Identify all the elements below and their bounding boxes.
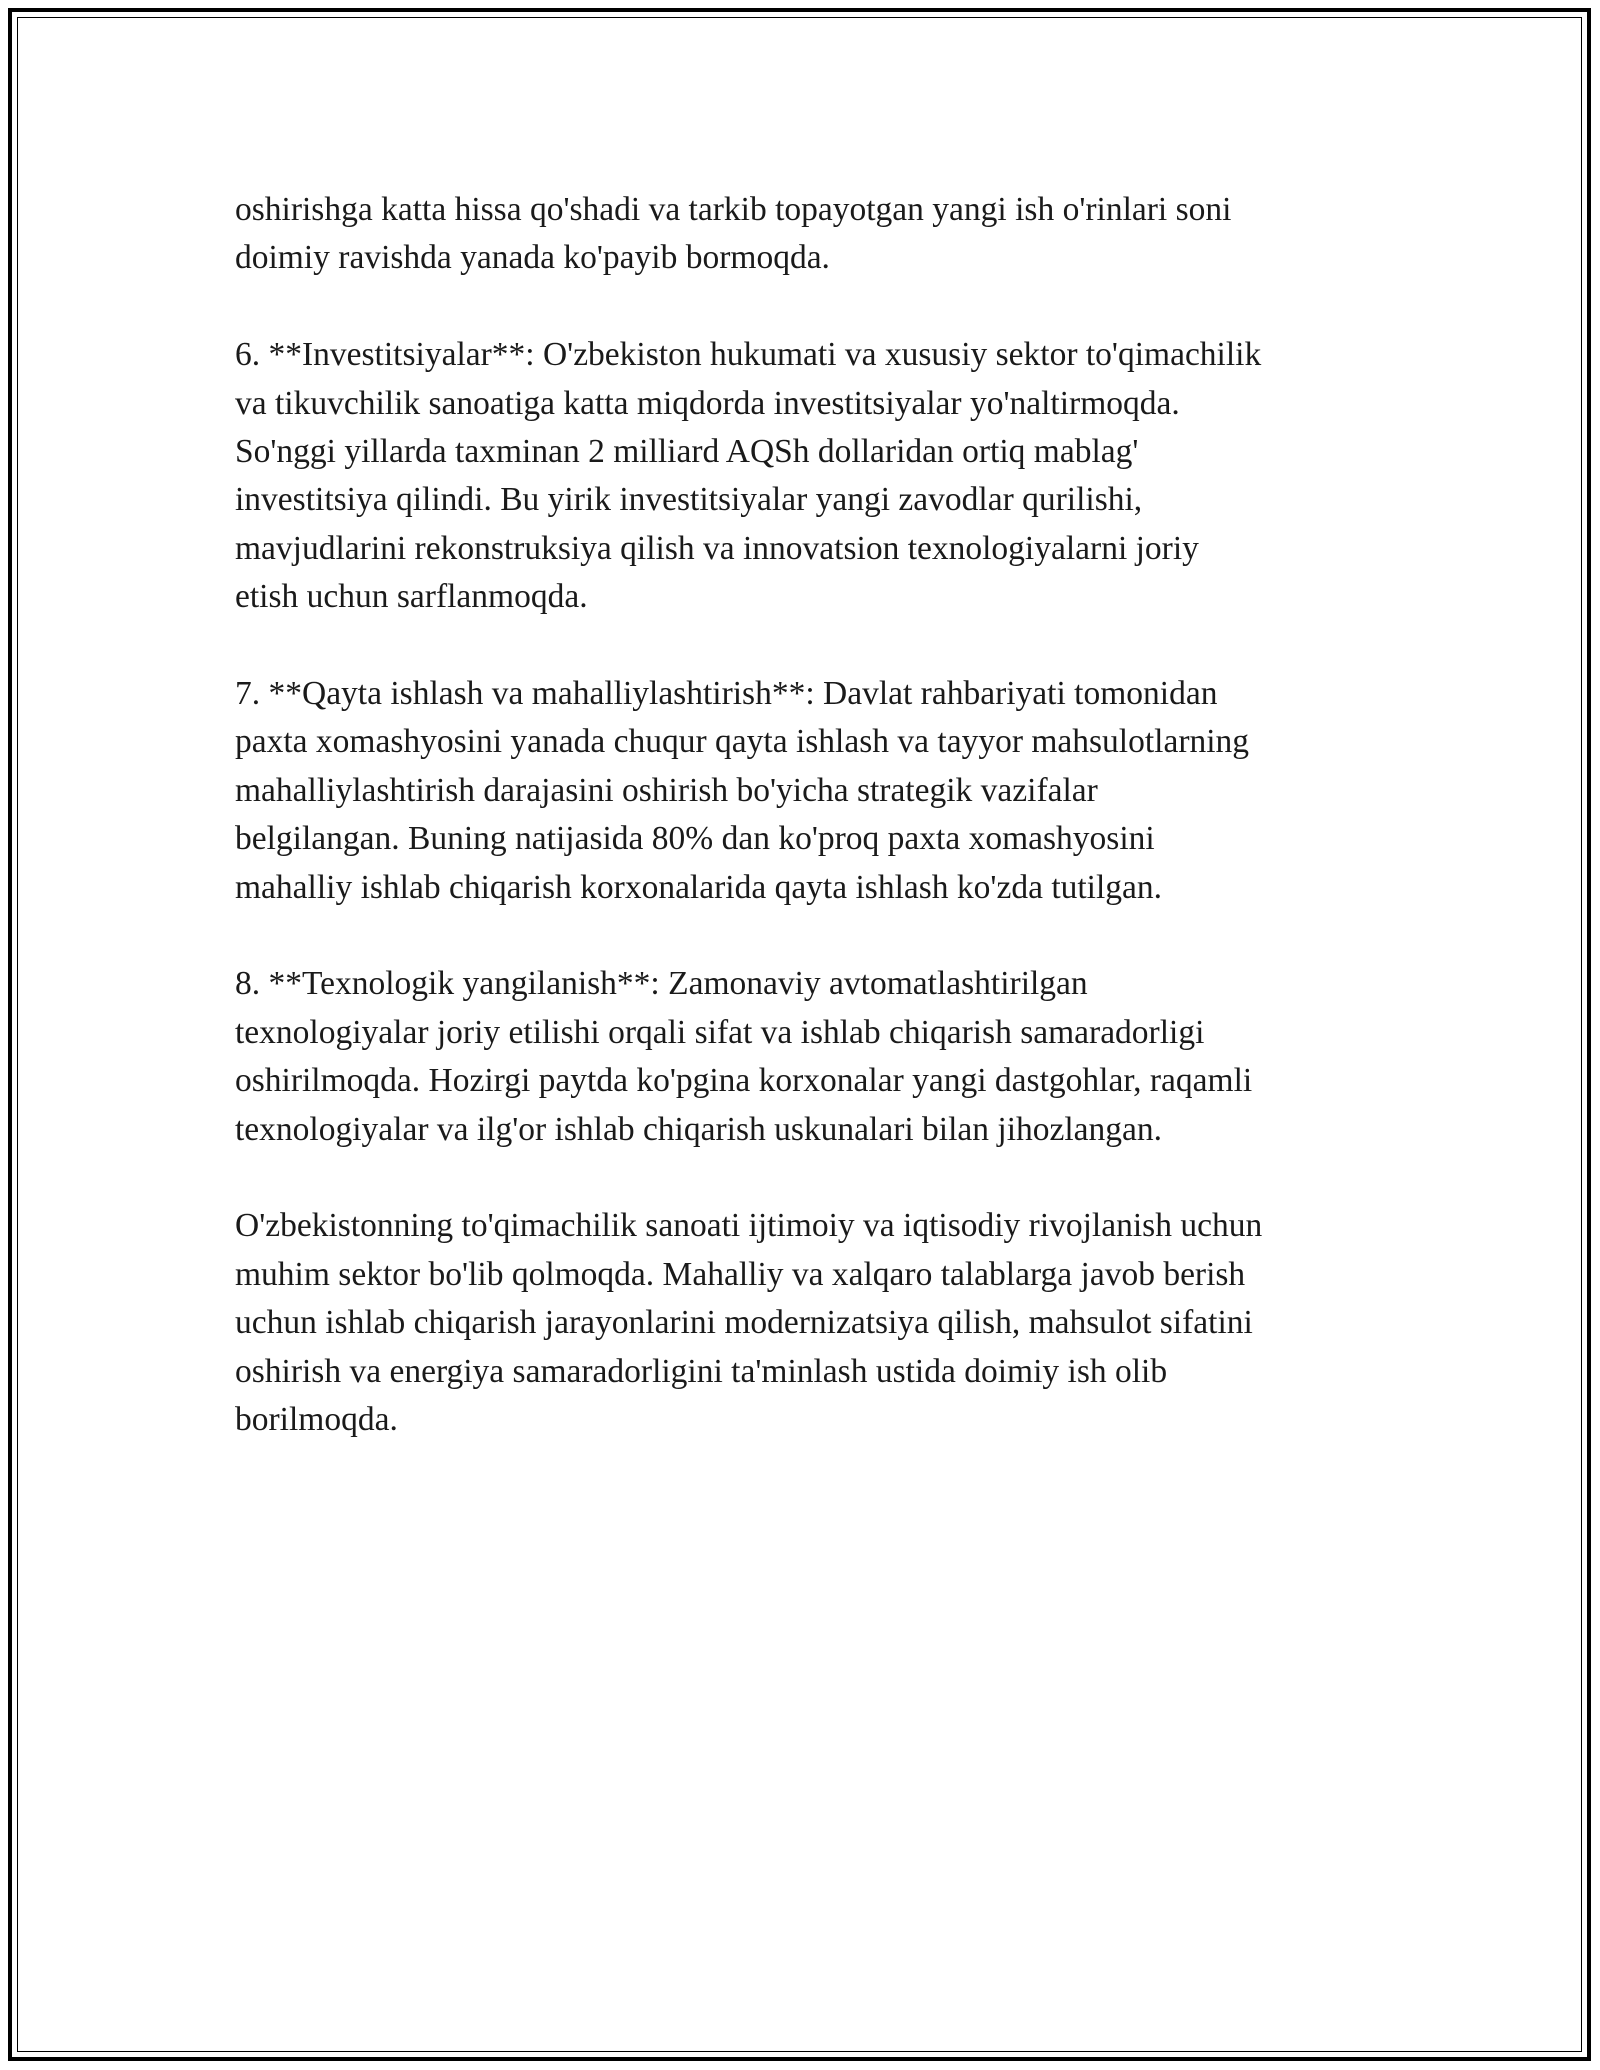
text-line: oshirish va energiya samaradorligini ta'minlash ustida doimiy ish olib bbox=[235, 1352, 1168, 1390]
text-line: O'zbekistonning to'qimachilik sanoati ijtimoiy va iqtisodiy rivojlanish uchun bbox=[235, 1207, 1263, 1245]
paragraph-conclusion bbox=[235, 1202, 1375, 1444]
text-line: 6. **Investitsiyalar**: O'zbekiston hukumati va xususiy sektor to'qimachilik bbox=[235, 336, 1262, 374]
text-line: mahalliylashtirish darajasini oshirish bo'yicha strategik vazifalar bbox=[235, 771, 1098, 809]
text-line: texnologiyalar va ilg'or ishlab chiqarish uskunalari bilan jihozlangan. bbox=[235, 1110, 1163, 1148]
text-line: So'nggi yillarda taxminan 2 milliard AQSh dollaridan ortiq mablag' bbox=[235, 433, 1139, 471]
text-line: mahalliy ishlab chiqarish korxonalarida qayta ishlash ko'zda tutilgan. bbox=[235, 868, 1163, 906]
document-body bbox=[235, 186, 1375, 1493]
text-line: belgilangan. Buning natijasida 80% dan ko'proq paxta xomashyosini bbox=[235, 820, 1155, 858]
text-line: investitsiya qilindi. Bu yirik investitsiyalar yangi zavodlar qurilishi, bbox=[235, 481, 1143, 519]
text-line: 8. **Texnologik yangilanish**: Zamonaviy avtomatlashtirilgan bbox=[235, 965, 1088, 1003]
text-line: texnologiyalar joriy etilishi orqali sifat va ishlab chiqarish samaradorligi bbox=[235, 1013, 1205, 1051]
text-line: etish uchun sarflanmoqda. bbox=[235, 578, 588, 616]
text-line: mavjudlarini rekonstruksiya qilish va innovatsion texnologiyalarni joriy bbox=[235, 529, 1199, 567]
paragraph-technological-renewal bbox=[235, 960, 1375, 1154]
text-line: muhim sektor bo'lib qolmoqda. Mahalliy va xalqaro talablarga javob berish bbox=[235, 1255, 1246, 1293]
text-line: 7. **Qayta ishlash va mahalliylashtirish**: Davlat rahbariyati tomonidan bbox=[235, 675, 1218, 713]
text-line: oshirilmoqda. Hozirgi paytda ko'pgina korxonalar yangi dastgohlar, raqamli bbox=[235, 1062, 1253, 1100]
paragraph-processing-localization bbox=[235, 670, 1375, 912]
text-line: oshirishga katta hissa qo'shadi va tarkib topayotgan yangi ish o'rinlari soni bbox=[235, 191, 1232, 228]
paragraph-investments bbox=[235, 331, 1375, 621]
text-line: borilmoqda. bbox=[235, 1401, 398, 1439]
paragraph-continuation bbox=[235, 186, 1375, 283]
text-line: paxta xomashyosini yanada chuqur qayta ishlash va tayyor mahsulotlarning bbox=[235, 723, 1250, 761]
text-line: doimiy ravishda yanada ko'payib bormoqda. bbox=[235, 239, 830, 277]
text-line: va tikuvchilik sanoatiga katta miqdorda investitsiyalar yo'naltirmoqda. bbox=[235, 384, 1180, 422]
text-line: uchun ishlab chiqarish jarayonlarini modernizatsiya qilish, mahsulot sifatini bbox=[235, 1304, 1253, 1342]
